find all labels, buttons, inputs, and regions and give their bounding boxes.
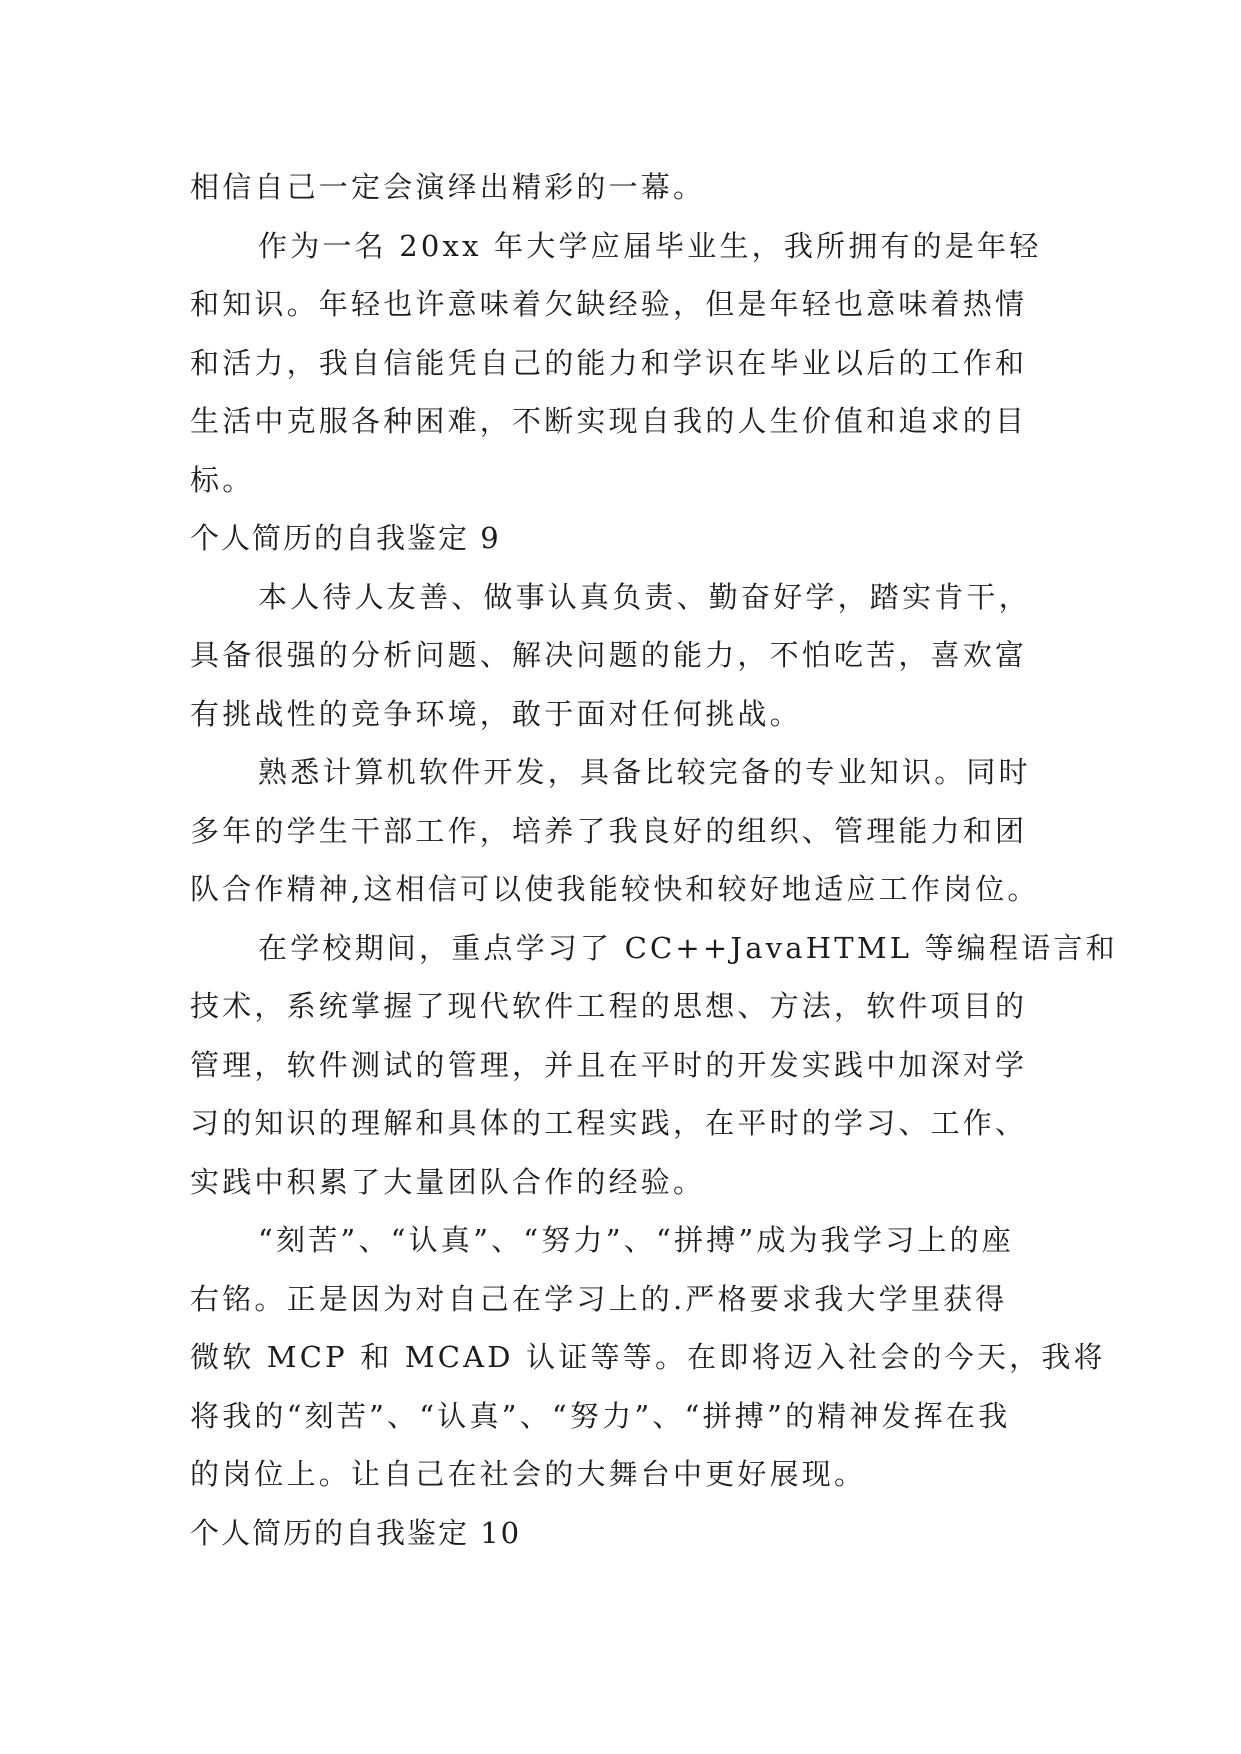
text-line: 管理，软件测试的管理，并且在平时的开发实践中加深对学 [190, 1047, 1028, 1082]
text-line: 生活中克服各种困难，不断实现自我的人生价值和追求的目 [190, 404, 1028, 438]
document-body [190, 158, 1118, 1562]
text-line: 右铭。正是因为对自己在学习上的.严格要求我大学里获得 [190, 1281, 1008, 1316]
text-line: 技术，系统掌握了现代软件工程的思想、方法，软件项目的 [190, 989, 1028, 1023]
text-line: 微软 MCP 和 MCAD 认证等等。在即将迈入社会的今天，我将 [190, 1340, 1106, 1374]
text-line: 具备很强的分析问题、解决问题的能力，不怕吃苦，喜欢富 [190, 638, 1028, 672]
section-heading-10: 个人简历的自我鉴定 10 [190, 1515, 522, 1550]
text-line: 相信自己一定会演绎出精彩的一幕。 [190, 170, 706, 204]
text-line: 多年的学生干部工作，培养了我良好的组织、管理能力和团 [190, 813, 1028, 848]
text-line: 实践中积累了大量团队合作的经验。 [190, 1164, 706, 1199]
text-line: 的岗位上。让自己在社会的大舞台中更好展现。 [190, 1457, 867, 1491]
text-line: 习的知识的理解和具体的工程实践，在平时的学习、工作、 [190, 1106, 1028, 1140]
paragraph-start: 在学校期间，重点学习了 CC++JavaHTML 等编程语言和 [258, 930, 1118, 965]
text-line: 和知识。年轻也许意味着欠缺经验，但是年轻也意味着热情 [190, 287, 1028, 321]
paragraph-start: 本人待人友善、做事认真负责、勤奋好学，踏实肯干， [258, 579, 1031, 614]
text-line: 标。 [190, 462, 255, 497]
text-line: 将我的“刻苦”、“认真”、“努力”、“拼搏”的精神发挥在我 [190, 1398, 1011, 1433]
paragraph-start: 作为一名 20xx 年大学应届毕业生，我所拥有的是年轻 [258, 228, 1042, 263]
text-line: 队合作精神,这相信可以使我能较快和较好地适应工作岗位。 [190, 872, 1040, 906]
text-line: 有挑战性的竞争环境，敢于面对任何挑战。 [190, 696, 802, 731]
paragraph-start: 熟悉计算机软件开发，具备比较完备的专业知识。同时 [258, 755, 1031, 789]
paragraph-start: “刻苦”、“认真”、“努力”、“拼搏”成为我学习上的座 [258, 1223, 1015, 1257]
section-heading-9: 个人简历的自我鉴定 9 [190, 521, 501, 555]
text-line: 和活力，我自信能凭自己的能力和学识在毕业以后的工作和 [190, 345, 1028, 380]
